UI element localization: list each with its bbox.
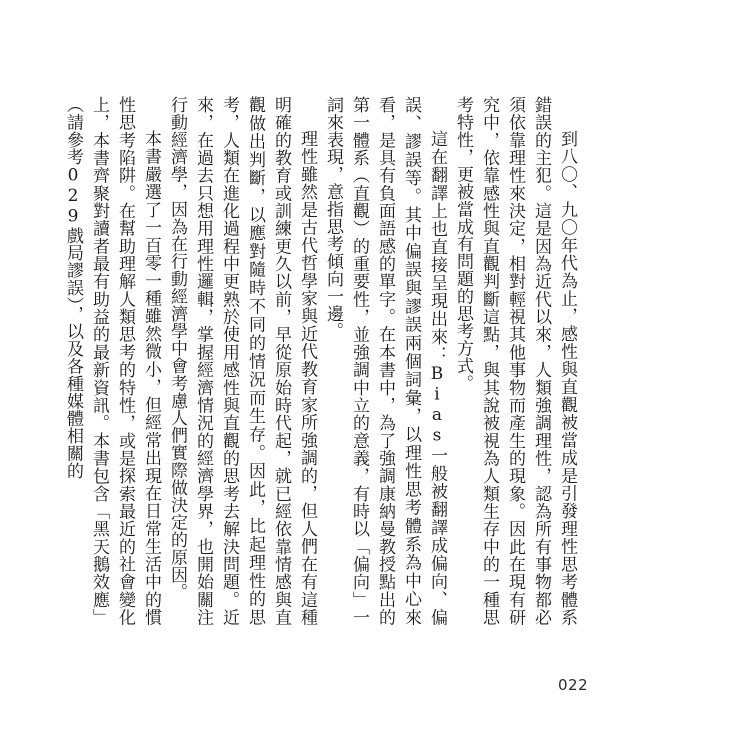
vertical-text-body bbox=[60, 96, 580, 626]
paragraph-3: 理性雖然是古代哲學家與近代教育家所強調的，但人們在有這種明確的教育或訓練更久以前，早從原始時代起，就已經依靠情感與直觀做出判斷，以應對隨時不同的情況而生存。因此，比起理性的思考，人類在進化過程中更熟於使用感性與直觀的思考去解決問題。近來，在過去只想用理性邏輯，掌握經濟情況的經濟學界，也開始關注行動經濟學，因為在行動經濟學中會考慮人們實際做決定的原因。 bbox=[167, 96, 317, 626]
paragraph-2: 這在翻譯上也直接呈現出來：Bias一般被翻譯成偏向、偏誤、謬誤等。其中偏誤與謬誤兩個詞彙，以理性思考體系為中心來看，是具有負面語感的單字。在本書中，為了強調康納曼教授點出的第一體系（直觀）的重要性，並強調中立的意義，有時以「偏向」一詞來表現，意指思考傾向一邊。 bbox=[323, 96, 447, 626]
paragraph-4: 本書嚴選了一百零一種雖然微小，但經常出現在日常生活中的慣性思考陷阱。在幫助理解人類思考的特性，或是探索最近的社會變化上，本書齊聚對讀者最有助益的最新資訊。本書包含「黑天鵝效應」（請參考029戲局謬誤），以及各種媒體相關的 bbox=[63, 96, 161, 626]
paragraph-1: 到八〇、九〇年代為止，感性與直觀被當成是引發理性思考體系錯誤的主犯。這是因為近代以來，人類強調理性，認為所有事物都必須依靠理性來決定，相對輕視其他事物而產生的現象。因此在現有研究中，依靠感性與直觀判斷這點，與其說被視為人類生存中的一種思考特性，更被當成有問題的思考方式。 bbox=[453, 96, 577, 626]
page-number: 022 bbox=[558, 676, 589, 694]
